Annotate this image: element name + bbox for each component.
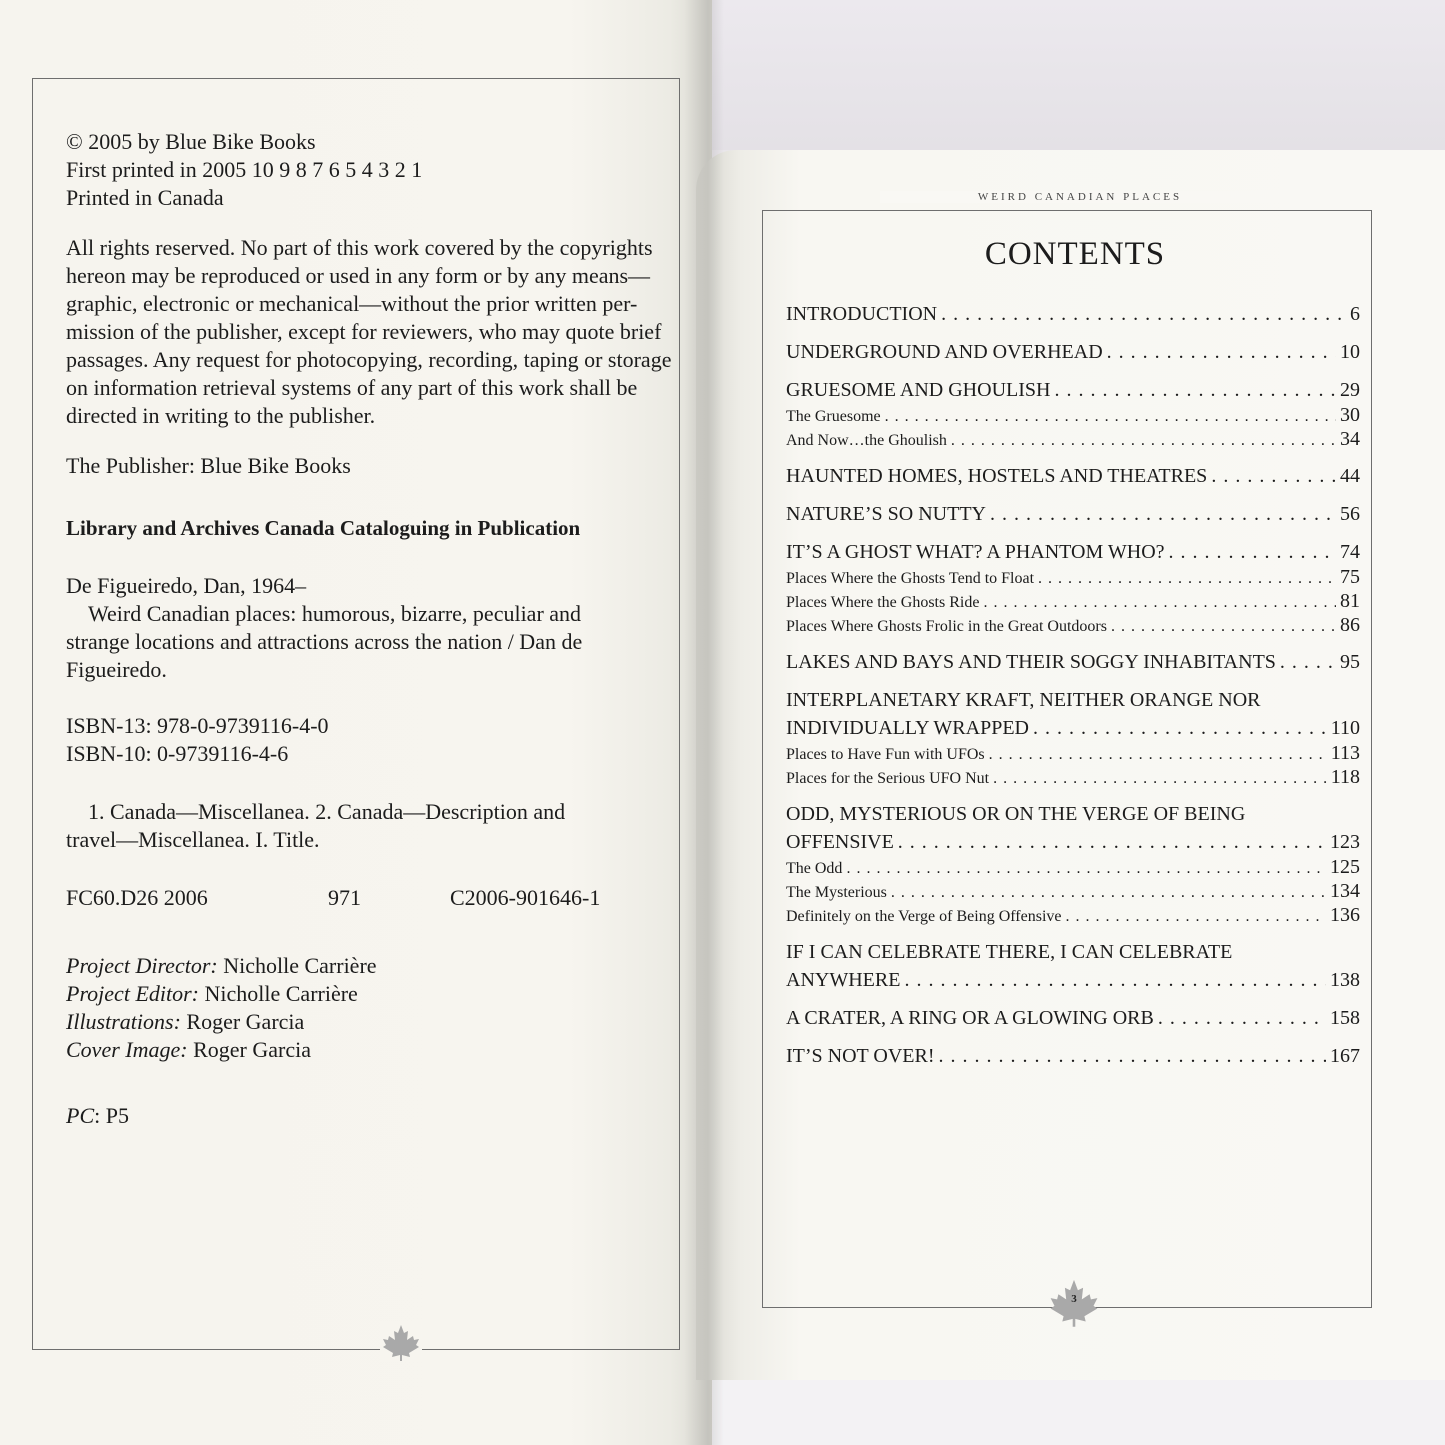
toc-section-row xyxy=(786,880,1360,904)
toc-section-row xyxy=(786,614,1360,638)
toc-page-number: 110 xyxy=(1330,717,1360,739)
toc-page-number: 44 xyxy=(1340,465,1360,487)
toc-chapter-title: NATURE’S SO NUTTY xyxy=(786,503,986,525)
copyright-page-text xyxy=(66,128,672,1152)
subject-line: 1. Canada—Miscellanea. 2. Canada—Description and xyxy=(88,799,566,824)
toc-page-number: 75 xyxy=(1340,566,1360,588)
toc-page-number: 113 xyxy=(1330,742,1360,764)
toc-page-number: 167 xyxy=(1330,1045,1360,1067)
toc-chapter-title: ODD, MYSTERIOUS OR ON THE VERGE OF BEING xyxy=(786,803,1246,825)
lc-classification: FC60.D26 2006 xyxy=(66,885,208,910)
gutter-shadow xyxy=(684,0,724,1445)
toc-chapter-row xyxy=(786,1004,1360,1032)
table-of-contents xyxy=(786,290,1360,1070)
isbn-block xyxy=(66,712,666,768)
title-line: strange locations and attractions across the nation / Dan de xyxy=(66,629,583,654)
toc-chapter xyxy=(786,338,1360,366)
credit-line xyxy=(66,952,666,980)
toc-chapter-row xyxy=(786,828,1360,856)
toc-section-row xyxy=(786,590,1360,614)
toc-page-number: 34 xyxy=(1340,428,1360,450)
toc-section-title: Places for the Serious UFO Nut xyxy=(786,770,990,787)
toc-chapter-row xyxy=(786,538,1360,566)
toc-section-row xyxy=(786,566,1360,590)
toc-leader-dots xyxy=(1211,462,1336,490)
isbn13-line: ISBN-13: 978-0-9739116-4-0 xyxy=(66,713,329,738)
publisher-block xyxy=(66,452,666,480)
toc-chapter-title: IT’S NOT OVER! xyxy=(786,1045,935,1067)
credits-block xyxy=(66,952,666,1064)
toc-leader-dots xyxy=(1111,615,1336,638)
title-line: Figueiredo. xyxy=(66,657,167,682)
credit-line xyxy=(66,980,666,1008)
pc-line xyxy=(66,1102,666,1130)
toc-leader-dots xyxy=(1158,1004,1326,1032)
title-line: Weird Canadian places: humorous, bizarre, peculiar and xyxy=(88,601,582,626)
toc-leader-dots xyxy=(951,429,1336,452)
toc-leader-dots xyxy=(1033,714,1327,742)
toc-section-title: Places to Have Fun with UFOs xyxy=(786,746,985,763)
cip-number: C2006-901646-1 xyxy=(450,885,601,910)
toc-leader-dots xyxy=(1107,338,1336,366)
toc-chapter xyxy=(786,1042,1360,1070)
toc-section-title: Places Where Ghosts Frolic in the Great Outdoors xyxy=(786,618,1107,635)
toc-leader-dots xyxy=(1054,376,1336,404)
toc-leader-dots xyxy=(904,966,1326,994)
pc-value: : P5 xyxy=(94,1103,129,1128)
page-number: 3 xyxy=(1071,1293,1077,1305)
toc-page-number: 134 xyxy=(1330,880,1360,902)
credit-role: Project Editor: xyxy=(66,981,199,1006)
cip-block xyxy=(66,514,666,542)
toc-chapter-row xyxy=(786,376,1360,404)
toc-chapter xyxy=(786,648,1360,676)
pc-block xyxy=(66,1102,666,1130)
running-head: WEIRD CANADIAN PLACES xyxy=(880,191,1280,203)
credit-name: Nicholle Carrière xyxy=(199,981,358,1006)
subjects-block xyxy=(66,798,666,854)
classification-row xyxy=(66,884,666,912)
toc-page-number: 81 xyxy=(1340,590,1360,612)
rights-block xyxy=(66,234,672,430)
toc-leader-dots xyxy=(1066,905,1327,928)
toc-chapter xyxy=(786,462,1360,490)
printed-in-line: Printed in Canada xyxy=(66,185,224,210)
toc-leader-dots xyxy=(939,1042,1326,1070)
toc-page-number: 123 xyxy=(1330,831,1360,853)
toc-chapter-title: INTERPLANETARY KRAFT, NEITHER ORANGE NOR xyxy=(786,689,1261,711)
toc-chapter xyxy=(786,1004,1360,1032)
toc-leader-dots xyxy=(1038,567,1336,590)
rights-line: All rights reserved. No part of this work covered by the copyrights xyxy=(66,235,653,260)
toc-chapter-row xyxy=(786,300,1360,328)
toc-chapter-title: OFFENSIVE xyxy=(786,831,894,853)
toc-page-number: 95 xyxy=(1340,651,1360,673)
toc-section-row xyxy=(786,766,1360,790)
toc-chapter-row xyxy=(786,800,1360,828)
toc-chapter xyxy=(786,800,1360,928)
toc-chapter-row xyxy=(786,714,1360,742)
toc-chapter-title: INDIVIDUALLY WRAPPED xyxy=(786,717,1029,739)
cip-heading: Library and Archives Canada Cataloguing in Publication xyxy=(66,516,581,540)
credit-line xyxy=(66,1036,666,1064)
toc-page-number: 138 xyxy=(1330,969,1360,991)
author-line: De Figueiredo, Dan, 1964– xyxy=(66,573,307,598)
toc-chapter-row xyxy=(786,648,1360,676)
toc-chapter-title: ANYWHERE xyxy=(786,969,901,991)
toc-chapter-row xyxy=(786,966,1360,994)
rights-line: on information retrieval systems of any part of this work shall be xyxy=(66,375,638,400)
copyright-line: © 2005 by Blue Bike Books xyxy=(66,129,316,154)
toc-chapter-title: UNDERGROUND AND OVERHEAD xyxy=(786,341,1103,363)
toc-page-number: 74 xyxy=(1340,541,1360,563)
toc-leader-dots xyxy=(885,405,1336,428)
toc-leader-dots xyxy=(1169,538,1336,566)
page-number-badge xyxy=(1046,1276,1102,1328)
toc-page-number: 136 xyxy=(1330,904,1360,926)
toc-chapter-row xyxy=(786,338,1360,366)
toc-page-number: 10 xyxy=(1340,341,1360,363)
toc-chapter-title: HAUNTED HOMES, HOSTELS AND THEATRES xyxy=(786,465,1208,487)
toc-leader-dots xyxy=(1280,648,1336,676)
rights-line: passages. Any request for photocopying, recording, taping or storage xyxy=(66,347,672,372)
credit-name: Roger Garcia xyxy=(187,1037,311,1062)
toc-leader-dots xyxy=(990,500,1336,528)
toc-page-number: 118 xyxy=(1330,766,1360,788)
toc-chapter-title: IT’S A GHOST WHAT? A PHANTOM WHO? xyxy=(786,541,1165,563)
copyright-block xyxy=(66,128,666,212)
toc-chapter xyxy=(786,686,1360,790)
toc-section-row xyxy=(786,428,1360,452)
toc-section-row xyxy=(786,742,1360,766)
toc-section-title: Places Where the Ghosts Tend to Float xyxy=(786,570,1035,587)
toc-leader-dots xyxy=(898,828,1326,856)
toc-section-title: The Odd xyxy=(786,860,843,877)
toc-section-row xyxy=(786,856,1360,880)
dewey-number: 971 xyxy=(328,885,361,910)
contents-title: CONTENTS xyxy=(984,236,1166,272)
pc-role: PC xyxy=(66,1103,95,1128)
toc-leader-dots xyxy=(891,881,1326,904)
toc-chapter-row xyxy=(786,938,1360,966)
toc-page-number: 56 xyxy=(1340,503,1360,525)
toc-section-title: Definitely on the Verge of Being Offensive xyxy=(786,908,1062,925)
toc-page-number: 125 xyxy=(1330,856,1360,878)
credit-name: Roger Garcia xyxy=(180,1009,305,1034)
rights-line: directed in writing to the publisher. xyxy=(66,403,376,428)
isbn10-line: ISBN-10: 0-9739116-4-6 xyxy=(66,741,289,766)
catalogue-entry xyxy=(66,572,666,684)
toc-page-number: 29 xyxy=(1340,379,1360,401)
toc-leader-dots xyxy=(846,857,1326,880)
maple-leaf-icon xyxy=(380,1322,422,1362)
subject-line: travel—Miscellanea. I. Title. xyxy=(66,827,320,852)
rights-line: hereon may be reproduced or used in any form or by any means— xyxy=(66,263,651,288)
toc-section-title: The Gruesome xyxy=(786,408,881,425)
toc-leader-dots xyxy=(983,591,1336,614)
toc-chapter-title: GRUESOME AND GHOULISH xyxy=(786,379,1051,401)
publisher-line: The Publisher: Blue Bike Books xyxy=(66,453,351,478)
credit-line xyxy=(66,1008,666,1036)
toc-section-title: Places Where the Ghosts Ride xyxy=(786,594,980,611)
toc-page-number: 30 xyxy=(1340,404,1360,426)
toc-leader-dots xyxy=(941,300,1346,328)
toc-chapter-row xyxy=(786,1042,1360,1070)
toc-chapter xyxy=(786,938,1360,994)
toc-chapter-row xyxy=(786,500,1360,528)
toc-chapter-title: LAKES AND BAYS AND THEIR SOGGY INHABITANTS xyxy=(786,651,1276,673)
toc-chapter xyxy=(786,300,1360,328)
toc-chapter-row xyxy=(786,686,1360,714)
credit-role: Project Director: xyxy=(66,953,218,978)
toc-page-number: 158 xyxy=(1330,1007,1360,1029)
toc-page-number: 6 xyxy=(1350,303,1360,325)
toc-chapter-title: A CRATER, A RING OR A GLOWING ORB xyxy=(786,1007,1154,1029)
toc-section-row xyxy=(786,404,1360,428)
rights-line: graphic, electronic or mechanical—without the prior written per- xyxy=(66,291,638,316)
first-printed-line: First printed in 2005 10 9 8 7 6 5 4 3 2 1 xyxy=(66,157,423,182)
toc-leader-dots xyxy=(989,743,1327,766)
toc-section-row xyxy=(786,904,1360,928)
toc-leader-dots xyxy=(993,767,1327,790)
credit-role: Illustrations: xyxy=(66,1009,181,1034)
toc-section-title: The Mysterious xyxy=(786,884,887,901)
credit-role: Cover Image: xyxy=(66,1037,188,1062)
toc-chapter-title: INTRODUCTION xyxy=(786,303,938,325)
toc-section-title: And Now…the Ghoulish xyxy=(786,432,947,449)
toc-chapter xyxy=(786,376,1360,452)
toc-page-number: 86 xyxy=(1340,614,1360,636)
credit-name: Nicholle Carrière xyxy=(217,953,377,978)
toc-chapter-row xyxy=(786,462,1360,490)
toc-chapter xyxy=(786,500,1360,528)
toc-chapter xyxy=(786,538,1360,638)
rights-line: mission of the publisher, except for reviewers, who may quote brief xyxy=(66,319,662,344)
toc-chapter-title: IF I CAN CELEBRATE THERE, I CAN CELEBRATE xyxy=(786,941,1233,963)
